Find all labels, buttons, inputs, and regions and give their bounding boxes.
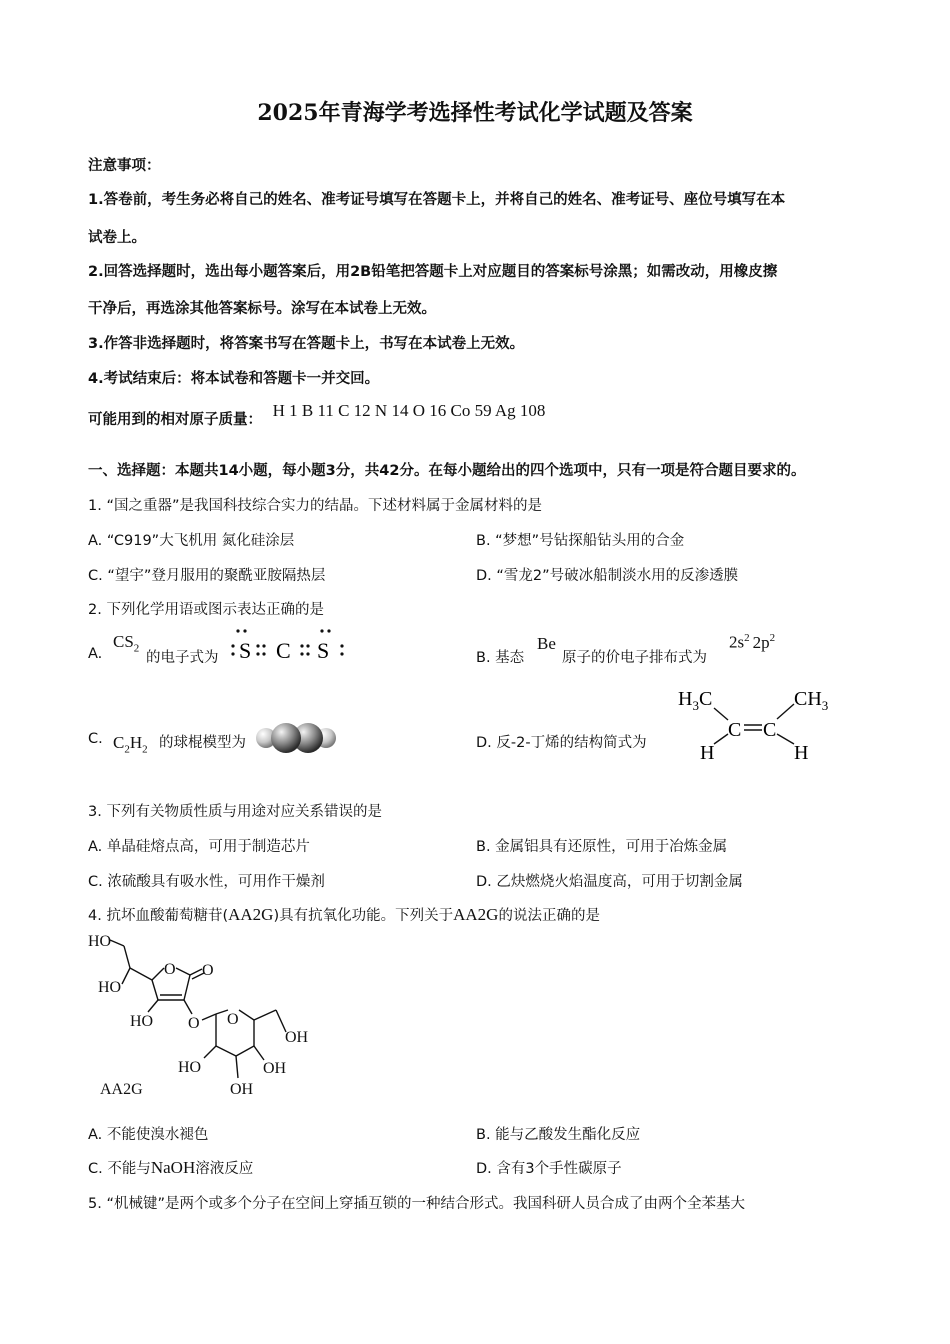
q2-c-label: C. <box>88 731 103 747</box>
q4-abbr-2: AA2G <box>453 905 499 924</box>
q4-struct-o-carbonyl: O <box>202 962 214 979</box>
q3-option-c: C. 浓硫酸具有吸水性，可用作干燥剂 <box>88 874 325 890</box>
q4-bond-13 <box>202 1014 216 1020</box>
q4-bond-22 <box>216 1046 236 1056</box>
q2-b-config <box>729 632 775 653</box>
q4-bond-15 <box>239 1010 254 1020</box>
q4-stem-post: 的说法正确的是 <box>498 908 600 924</box>
notice-heading: 注意事项： <box>88 158 161 174</box>
q4-bond-6 <box>176 968 190 975</box>
q4-bond-2 <box>124 946 130 968</box>
q4-bond-1 <box>110 940 124 946</box>
q4-struct-o-ring2: O <box>227 1011 239 1028</box>
q4-bond-8 <box>184 975 190 1000</box>
q2-stem: 2. 下列化学用语或图示表达正确的是 <box>88 602 324 618</box>
q4-bond-20 <box>236 1046 254 1056</box>
notice-item-1-cont: 试卷上。 <box>88 230 146 246</box>
q4-struct-ho-left: HO <box>130 1013 154 1030</box>
q2-d-c1: C <box>728 719 742 741</box>
q2-a-formula-sub: 2 <box>133 642 140 655</box>
q4-c-post: 溶液反应 <box>195 1161 254 1177</box>
q2-d-ch3-right: $CH_3$ <box>794 688 829 713</box>
q4-stem-mid: )具有抗氧化功能。下列关于 <box>273 908 454 924</box>
q1-stem: 1. “国之重器”是我国科技综合实力的结晶。下述材料属于金属材料的是 <box>88 498 542 514</box>
q4-bond-12 <box>184 1000 192 1014</box>
q2-d-bond-5 <box>777 734 794 744</box>
q4-bond-11 <box>148 1000 158 1012</box>
q4-bond-17 <box>276 1010 286 1032</box>
q2-c-ball-model <box>256 718 340 758</box>
q2-b-elem: Be <box>537 634 556 653</box>
q2-option-b <box>476 646 524 667</box>
q4-bond-10 <box>152 980 158 1000</box>
q4-bond-16 <box>254 1010 276 1020</box>
q1-option-c: C. “望宇”登月服用的聚酰亚胺隔热层 <box>88 568 326 584</box>
q2-d-ch3-left: $H_3C$ <box>678 688 713 713</box>
q2-d-bond-3 <box>777 704 794 719</box>
q4-option-c <box>88 1157 253 1178</box>
atomic-mass-values: H 1 B 11 C 12 N 14 O 16 Co 59 Ag 108 <box>272 401 546 420</box>
q2-d-bond-4 <box>714 734 728 744</box>
notice-item-1: 1.答卷前，考生务必将自己的姓名、准考证号填写在答题卡上，并将自己的姓名、准考证号、座位号填写在本 <box>88 192 786 208</box>
q4-option-d: D. 含有3个手性碳原子 <box>476 1161 622 1177</box>
q3-option-d: D. 乙炔燃烧火焰温度高，可用于切割金属 <box>476 874 743 890</box>
q4-c-formula: NaOH <box>150 1158 196 1177</box>
q2-c-formula-sub1: 2 <box>124 743 130 756</box>
q2-d-structure <box>676 680 846 766</box>
atomic-mass-label: 可能用到的相对原子质量： <box>88 412 262 428</box>
q2-option-a <box>88 646 102 662</box>
q4-bond-4 <box>130 968 152 980</box>
q1-option-b: B. “梦想”号钻探船钻头用的合金 <box>476 533 685 549</box>
atomic-mass-line <box>88 400 546 428</box>
q2-c-formula-c: C <box>113 733 125 752</box>
section-heading: 一、选择题：本题共14小题，每小题3分，共42分。在每小题给出的四个选项中，只有一项是符合题目要求的。 <box>88 463 806 479</box>
q4-option-a: A. 不能使溴水褪色 <box>88 1127 209 1143</box>
q3-option-a: A. 单晶硅熔点高，可用于制造芯片 <box>88 839 310 855</box>
q2-d-h-left: H <box>700 742 715 764</box>
q2-d-h-right: H <box>794 742 809 764</box>
q4-struct-o-ring1: O <box>164 961 176 978</box>
q2-b-config-2p: 2p <box>752 632 770 652</box>
q2-a-es-c: C <box>276 638 291 663</box>
q2-a-formula <box>113 632 139 654</box>
q4-bond-24 <box>204 1046 216 1058</box>
q4-struct-o-link: O <box>188 1015 200 1032</box>
q2-c-formula-sub2: 2 <box>142 743 148 756</box>
q4-struct-ho-top: HO <box>88 933 112 950</box>
q3-stem: 3. 下列有关物质性质与用途对应关系错误的是 <box>88 804 382 820</box>
q4-bond-19 <box>254 1046 264 1060</box>
q2-a-formula-main: CS <box>113 632 134 651</box>
q4-stem <box>88 904 600 925</box>
q4-bond-5 <box>152 968 164 980</box>
q4-c-pre: C. 不能与 <box>88 1161 151 1177</box>
q2-b-label: B. 基态 <box>476 650 525 666</box>
q2-c-text: 的球棍模型为 <box>159 735 246 751</box>
q2-d-bond-1 <box>714 708 728 720</box>
notice-item-4: 4.考试结束后：将本试卷和答题卡一并交回。 <box>88 371 380 387</box>
q4-struct-ho-bottom-left: HO <box>178 1059 202 1076</box>
q4-struct-oh-right: OH <box>285 1029 309 1046</box>
q4-bond-21 <box>236 1056 238 1078</box>
q2-c-ball-c-left <box>271 723 301 753</box>
q4-struct-ho-mid: HO <box>98 979 122 996</box>
q4-struct-oh-bottom: OH <box>230 1081 254 1098</box>
page-title: 2025年青海学考选择性考试化学试题及答案 <box>257 100 693 126</box>
q4-stem-pre: 4. 抗坏血酸葡萄糖苷( <box>88 908 229 924</box>
notice-item-2-cont: 干净后，再选涂其他答案标号。涂写在本试卷上无效。 <box>88 301 436 317</box>
q5-stem: 5. “机械键”是两个或多个分子在空间上穿插互锁的一种结合形式。我国科研人员合成了由两个全苯基大 <box>88 1196 745 1212</box>
q2-b-text: 原子的价电子排布式为 <box>562 650 707 666</box>
q2-c-formula <box>113 733 148 755</box>
q4-option-b: B. 能与乙酸发生酯化反应 <box>476 1127 641 1143</box>
notice-item-3: 3.作答非选择题时，将答案书写在答题卡上，书写在本试卷上无效。 <box>88 336 525 352</box>
q2-c-formula-h: H <box>129 733 143 752</box>
q1-option-d: D. “雪龙2”号破冰船制淡水用的反渗透膜 <box>476 568 739 584</box>
q4-struct-name: AA2G <box>100 1081 143 1098</box>
q4-struct-oh-bottom-mid: OH <box>263 1060 287 1077</box>
q2-option-d: D. 反-2-丁烯的结构简式为 <box>476 735 647 751</box>
q2-b-config-2s: 2s <box>729 632 745 652</box>
notice-item-2: 2.回答选择题时，选出每小题答案后，用2B铅笔把答题卡上对应题目的答案标号涂黑；如需改动，用橡皮擦 <box>88 264 778 280</box>
q2-b-config-2s-sup: 2 <box>744 632 750 644</box>
q2-a-electron-formula <box>225 624 350 664</box>
q4-abbr-1: AA2G <box>228 905 274 924</box>
q2-a-text: 的电子式为 <box>146 650 219 666</box>
q2-a-es-s2: S <box>317 638 330 663</box>
q2-a-label: A. <box>88 646 103 662</box>
q3-option-b: B. 金属铝具有还原性，可用于冶炼金属 <box>476 839 728 855</box>
q4-aa2g-structure <box>86 928 326 1100</box>
q4-bond-7a <box>190 969 202 975</box>
q1-option-a: A. “C919”大飞机用 氮化硅涂层 <box>88 533 295 549</box>
q2-a-es-s1: S <box>239 638 252 663</box>
q2-d-c2: C <box>763 719 777 741</box>
q2-b-config-2p-sup: 2 <box>769 632 776 644</box>
q2-option-c <box>88 731 103 747</box>
q4-bond-3 <box>122 968 130 984</box>
